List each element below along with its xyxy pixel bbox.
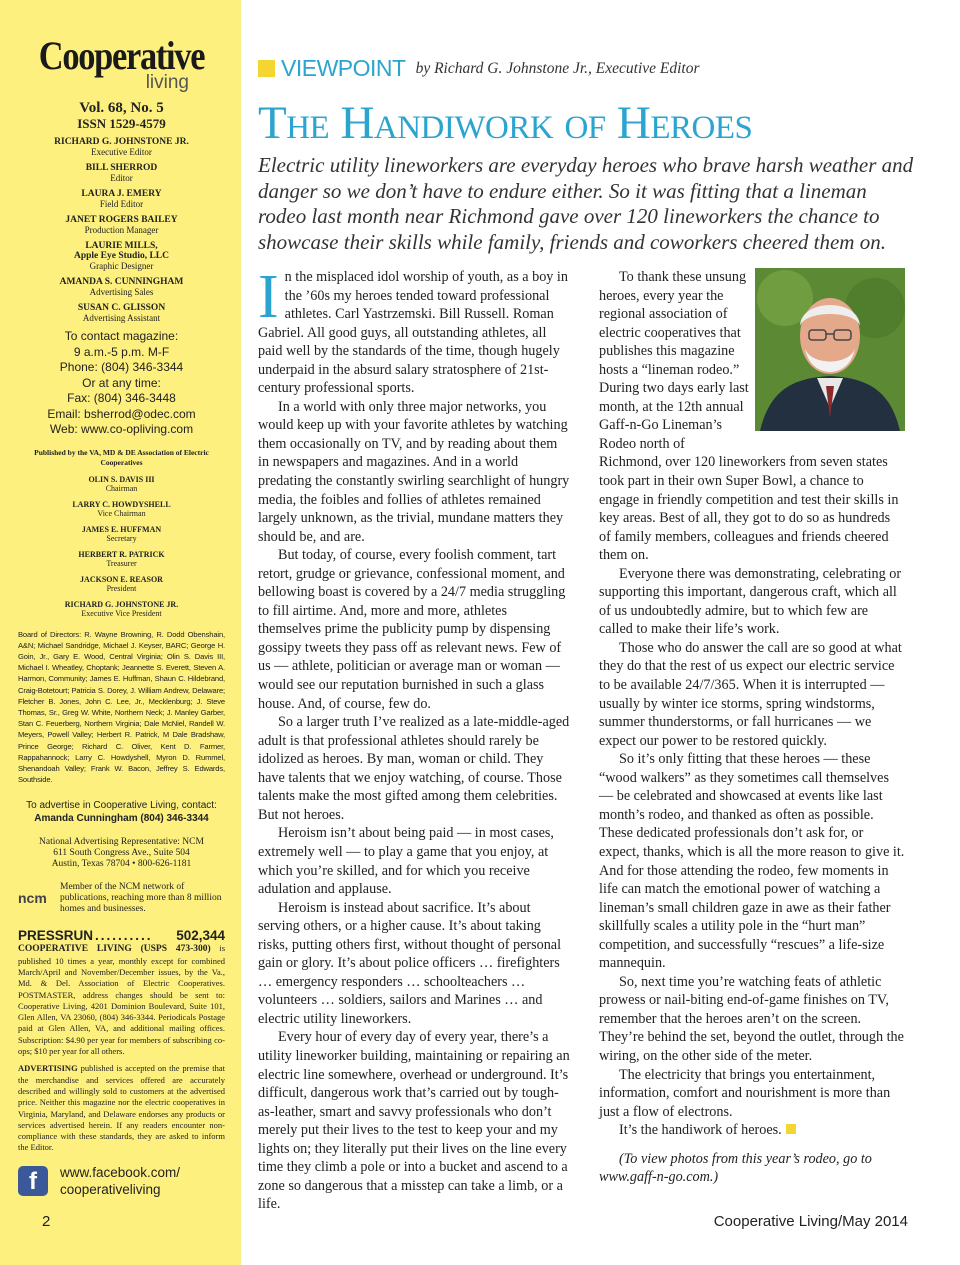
facebook-icon: f	[18, 1166, 48, 1196]
paragraph: To thank these unsung heroes, every year the regional association of electric cooperatives that publishes this magazine hosts a “lineman rodeo.” During two days early last month, at the 12th annual Gaff-n-Go Lineman’s Rodeo north of Richmond, over 120 lineworkers from seven states took part in their own Super Bowl, a chance to engage in friendly competition and test their skills in key areas. Best of all, they got to do so as hundreds of family members, colleagues and friends cheered them on.	[599, 269, 899, 564]
magazine-logo: Cooperative	[38, 33, 205, 78]
article-column-2	[599, 268, 905, 1187]
page-number: 2	[42, 1213, 51, 1230]
paragraph: The electricity that brings you entertainment, information, comfort and nourishment is more than just a flow of electrons.	[599, 1066, 891, 1120]
staff-list	[18, 137, 225, 323]
paragraph: Every hour of every day of every year, there’s a utility lineworker building, maintaining or repairing an electric line somewhere, overhead or underground. It’s difficult, dangerous work that’s carried out by tough-as-leather, smart and savvy professionals who don’t merely put their lives to the test to keep your and my lights on; they literally put their lives on the line every time they climb a pole or into a bucket and ascend to a zone so dangerous that a misstep can take a limb, or a life.	[258, 1029, 570, 1213]
officer-item: JAMES E. HUFFMAN Secretary	[81, 524, 162, 543]
contact-info: To contact magazine: 9 a.m.-5 p.m. M-F Phone: (804) 346-3344 Or at any time: Fax: (804) 346-3448 Email: bsherrod@odec.com Web: www.co-opliving.com	[18, 329, 225, 438]
paragraph: So, next time you’re watching feats of athletic prowess or nail-biting end-of-game finishes on TV, remember that the heroes aren’t on the screen. They’re behind the set, beyond the outlet, through the wiring, on the other side of the meter.	[599, 973, 904, 1064]
staff-item: LAURA J. EMERY Field Editor	[81, 189, 162, 209]
officer-item: LARRY C. HOWDYSHELL Vice Chairman	[72, 499, 171, 518]
issn: ISSN 1529-4579	[77, 116, 166, 131]
article-title: The Handiwork of Heroes	[258, 97, 753, 149]
staff-item: RICHARD G. JOHNSTONE JR. Executive Editor	[54, 137, 189, 157]
phone-number: Phone: (804) 346-3344	[59, 360, 184, 374]
fax-number: Fax: (804) 346-3448	[67, 391, 176, 405]
section-square-icon	[258, 60, 275, 77]
pressrun-value: 502,344	[176, 928, 225, 944]
officer-item: OLIN S. DAVIS III Chairman	[88, 474, 155, 493]
section-label: VIEWPOINT	[281, 55, 406, 81]
facebook-link[interactable]: f www.facebook.com/ cooperativeliving	[18, 1164, 225, 1198]
email-link[interactable]: Email: bsherrod@odec.com	[47, 406, 196, 421]
volume-number: Vol. 68, No. 5	[79, 100, 164, 116]
pressrun-label: PRESSRUN	[18, 928, 94, 944]
board-of-directors: Board of Directors: R. Wayne Browning, R. Dodd Obenshain, A&N; Michael Sandridge, Michael J. Keyser, BARC; George H. Goin, Jr., Gary E. Wood, Central Virginia; Olin S. Davis III, Michael I. Wheatley, Choptank; Jeannette S. Everett, Steven A. Harmon, Community; James E. Huffman, Shaun C. Hildebrand, Craig-Botetourt; Patricia S. Dorey, J. William Andrew, Delaware; Fletcher B. Jones, John C. Lee, Jr., Mecklenburg; J. Steve Thomas, Sr., Greg W. White, Northern Neck; J. Manley Garber, Stan C. Feuerberg, Northern Virginia; Dale McNiel, Randell W. Meyers, Powell Valley; Herbert R. Patrick, M Dale Bradshaw, Prince George; Richard C. Oliver, Kent D. Farmer, Rappahannock; Larry C. Howdyshell, Myron D. Rummel, Shenandoah Valley; Frank W. Bacon, Jeffrey S. Edwards, Southside.	[18, 629, 225, 785]
masthead-sidebar	[0, 0, 241, 1265]
officer-item: JACKSON E. REASOR President	[80, 574, 163, 593]
officer-item: HERBERT R. PATRICK Treasurer	[78, 549, 165, 568]
author-photo	[755, 268, 905, 431]
ncm-member-note: ncm Member of the NCM network of publications, reaching more than 8 million homes and businesses.	[18, 882, 222, 915]
paragraph: But today, of course, every foolish comment, tart retort, grudge or grievance, confessional moment, and bellowing boast is covered by a 24/7 media struggling to fill airtime. And, more and more, athletes themselves prime the publicity pump by dispensing gossipy tweets they pass off as relevant news. Few of us — athlete, politician or average man or woman — would see our reputation burnished in such a glass house. And, of course, few do.	[258, 547, 566, 712]
staff-item: JANET ROGERS BAILEY Production Manager	[65, 215, 178, 235]
board-officers	[18, 475, 225, 618]
advertise-contact: To advertise in Cooperative Living, contact: Amanda Cunningham (804) 346-3344	[26, 800, 217, 825]
officer-item: RICHARD G. JOHNSTONE JR. Executive Vice President	[64, 599, 179, 618]
author-portrait-icon	[755, 268, 905, 431]
paragraph: In the misplaced idol worship of youth, as a boy in the ’60s my heroes tended toward professional athletes. Carl Yastrzemski. Bill Russell. Roman Gabriel. All good guys, all outstanding athletes, all paid well by the standards of the time, though hugely underpaid in the absurd salary stratosphere of 21st-century professional sports.	[258, 263, 568, 397]
advertising-policy: ADVERTISING published is accepted on the premise that the merchandise and services offered are accurately described and willingly sold to customers at the advertised price. Neither this magazine nor the electric cooperatives in Virginia, Maryland, and Delaware endorses any products or services advertised herein. If any readers encounter non-compliance with these standards, they are asked to inform the Editor.	[18, 1063, 225, 1153]
byline: by Richard G. Johnstone Jr., Executive Editor	[415, 59, 700, 77]
ncm-representative: National Advertising Representative: NCM 611 South Congress Ave., Suite 504 Austin, Texas 78704 • 800-626-1181	[39, 837, 204, 870]
pressrun-block: PRESSRUN .......... 502,344 COOPERATIVE LIVING (USPS 473-300) is published 10 times a year, monthly except for combined March/April and November/December issues, by the Va., Md. & Del. Association of Electric Cooperatives. POSTMASTER, address changes should be sent to: Cooperative Living, 4201 Dominion Boulevard, Suite 101, Glen Allen, VA 23060, (804) 346-3344. Periodicals Postage paid at Glen Allen, VA, and additional mailing offices. Subscription: $4.90 per year for members of subscribing co-ops; $10 per year for all others. ADVERTISING published is accepted on the premise that the merchandise and services offered are accurately described and willingly sold to customers at the advertised price. Neither this magazine nor the electric cooperatives in Virginia, Maryland, and Delaware endorses any products or services advertised herein. If any readers encounter non-compliance with these standards, they are asked to inform the Editor.	[18, 928, 225, 1153]
paragraph: Those who do answer the call are so good at what they do that the rest of us expect our electric service to be available 24/7/365. When it is interrupted — usually by winter ice storms, spring windstorms, summer thunderstorms, or fall hurricanes — we expect our power to be restored quickly.	[599, 639, 902, 749]
staff-item: BILL SHERROD Editor	[85, 163, 158, 183]
staff-item: LAURIE MILLS, Apple Eye Studio, LLC Graphic Designer	[73, 241, 170, 271]
web-link[interactable]: Web: www.co-opliving.com	[49, 422, 194, 436]
paragraph: So a larger truth I’ve realized as a late-middle-aged adult is that professional athletes should rarely be idolized as heroes. By man, woman or child. They have talents that we enjoy watching, of course. Those talents make the most gifted among them celebrities. But not heroes.	[258, 714, 570, 823]
article-column-1	[258, 263, 570, 1214]
magazine-logo-sub: living	[145, 72, 189, 93]
paragraph: So it’s only fitting that these heroes — these “wood walkers” as they sometimes call themselves — be celebrated and showcased at events like last month’s rodeo, and thanked as often as possible. These dedicated professionals don’t ask for, or expect, thanks, which is all the more reason to give it. And for those attending the rodeo, few moments in life can match the emotional power of watching a lineman’s small children gaze in awe as their father skillfully scales a utility pole in the “hurt man” competition, and successfully “rescues” a life-size mannequin.	[599, 751, 905, 972]
section-header	[258, 55, 700, 82]
ncm-logo: ncm	[18, 890, 47, 907]
page-footer: Cooperative Living/May 2014	[713, 1213, 908, 1230]
paragraph: It’s the handiwork of heroes.	[599, 1121, 905, 1140]
paragraph: Everyone there was demonstrating, celebrating or supporting this important, dangerous craft, which all of us undoubtedly admire, but to which few are called to make their life’s work.	[599, 565, 902, 638]
publisher-line: Published by the VA, MD & DE Association of Electric Cooperatives	[34, 447, 209, 467]
paragraph: In a world with only three major networks, you would keep up with your favorite athletes by watching them occasionally on TV, and by reading about them in newspapers and magazines. And in a world predating the constantly swirling searchlight of hungry media, the foibles and follies of athletes remained largely unknown, as the trivial, mundane matters they should be, and are.	[258, 398, 570, 545]
paragraph: Heroism isn’t about being paid — in most cases, extremely well — to play a game that you enjoy, at which you’re skilled, and for which you receive adulation and applause.	[258, 825, 554, 898]
staff-item: AMANDA S. CUNNINGHAM Advertising Sales	[59, 277, 184, 297]
staff-item: SUSAN C. GLISSON Advertising Assistant	[77, 303, 166, 323]
article-deck: Electric utility lineworkers are everyday heroes who brave harsh weather and danger so we don’t have to endure either. So it was fitting that a lineman rodeo last month near Richmond gave over 120 lineworkers the chance to showcase their skills while family, friends and coworkers cheered them on.	[258, 153, 914, 254]
end-mark-icon	[786, 1124, 796, 1134]
drop-cap: I	[258, 263, 279, 331]
photo-note: (To view photos from this year’s rodeo, go to www.gaff-n-go.com.)	[599, 1150, 872, 1186]
paragraph: Heroism is instead about sacrifice. It’s about serving others, or a higher cause. It’s about taking risks, putting others first, without thought of personal gain or glory. It’s about police officers … firefighters … emergency responders … schoolteachers … volunteers … soldiers, sailors and Marines … and electric utility lineworkers.	[258, 899, 562, 1027]
